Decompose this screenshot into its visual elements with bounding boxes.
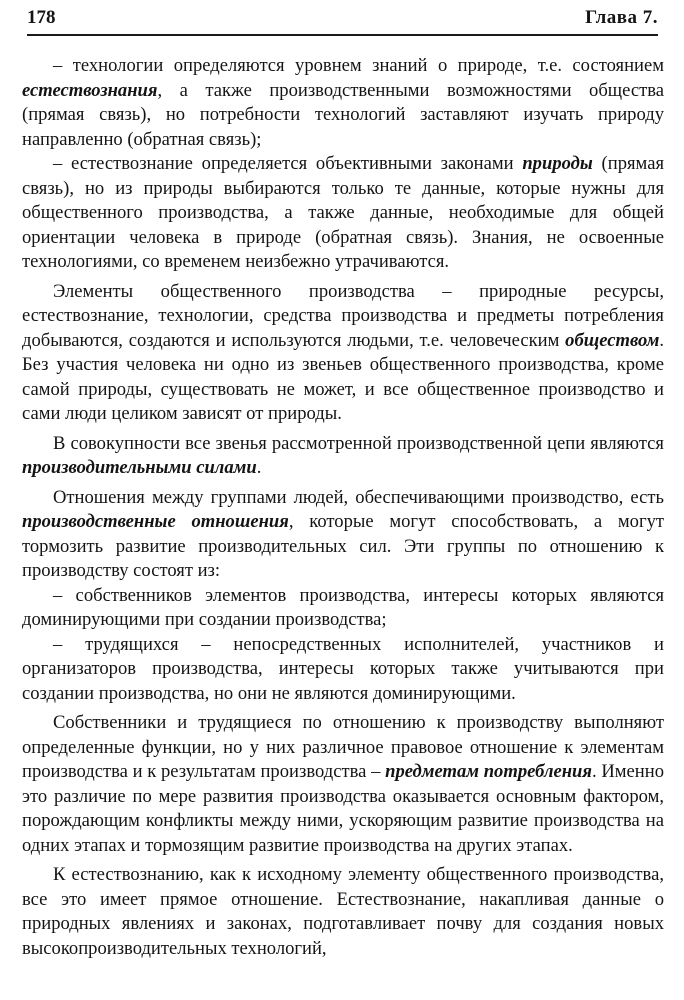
paragraph bbox=[22, 711, 664, 858]
paragraph bbox=[22, 633, 664, 707]
body-text bbox=[22, 54, 664, 961]
text-run: – собственников элементов производства, интересы которых являются доминирующими при создании производства; bbox=[22, 584, 664, 630]
emphasized-term: обществом bbox=[565, 329, 660, 351]
emphasized-term: предметам потребления bbox=[385, 761, 592, 782]
paragraph bbox=[22, 584, 664, 633]
paragraph bbox=[22, 863, 664, 961]
paragraph bbox=[22, 54, 664, 152]
text-run: Элементы общественного производства – природные ресурсы, естествознание, технологии, средства производства и предметы потребления добываются, создаются и используются людьми, т.е. человеческим bbox=[22, 280, 664, 351]
text-run: (прямая связь), но из природы выбираются только те данные, которые нужны для общественного производства, а также данные, необходимые для общей ориентации человека в природе (обратная связь). Знания, не освоенные технологиями, со временем неизбежно утрачиваются. bbox=[22, 153, 664, 272]
emphasized-term: производительными силами bbox=[22, 457, 257, 478]
paragraph bbox=[22, 152, 664, 275]
text-run: – трудящихся – непосредственных исполнителей, участников и организаторов производства, интересы которых также учитываются при создании производства, но они не являются доминирующими. bbox=[22, 633, 664, 704]
page-number: 178 bbox=[27, 7, 56, 28]
page-header bbox=[27, 4, 658, 36]
text-run: – естествознание определяется объективными законами bbox=[53, 153, 523, 174]
paragraph bbox=[22, 280, 664, 427]
text-run: – технологии определяются уровнем знаний о природе, т.е. состоянием bbox=[53, 55, 664, 76]
paragraph bbox=[22, 432, 664, 481]
text-run: . bbox=[256, 457, 262, 478]
text-run: , а также производственными возможностями общества (прямая связь), но потребности технологий заставляют изучать природу направленно (обратная связь); bbox=[22, 79, 664, 150]
chapter-title: Глава 7. bbox=[585, 7, 658, 28]
emphasized-term: производственные отношения bbox=[22, 511, 289, 532]
text-run: . Именно это различие по мере развития производства оказывается основным фактором, порождающим конфликты между ними, ускоряющим развитие производства на одних этапах и тормозящим развитие производства на других этапах. bbox=[22, 761, 664, 856]
text-run: В совокупности все звенья рассмотренной производственной цепи являются bbox=[53, 432, 664, 454]
emphasized-term: природы bbox=[522, 153, 593, 174]
text-run: , которые могут способствовать, а могут тормозить развитие производительных сил. Эти группы по отношению к производству состоят из: bbox=[22, 511, 664, 581]
emphasized-term: естествознания bbox=[22, 79, 158, 101]
text-run: Собственники и трудящиеся по отношению к производству выполняют определенные функции, но у них различное правовое отношение к элементам производства и к результатам производства – bbox=[22, 712, 664, 782]
text-run: . Без участия человека ни одно из звеньев общественного производства, кроме самой природы, существовать не может, и все общественное производство и сами люди целиком зависят от природы. bbox=[22, 329, 664, 424]
text-run: К естествознанию, как к исходному элементу общественного производства, все это имеет прямое отношение. Естествознание, накапливая данные о природных явлениях и законах, подготавливает почву для создания новых высокопроизводительных технологий, bbox=[22, 864, 664, 959]
text-run: Отношения между группами людей, обеспечивающими производство, есть bbox=[53, 486, 664, 508]
paragraph bbox=[22, 486, 664, 584]
